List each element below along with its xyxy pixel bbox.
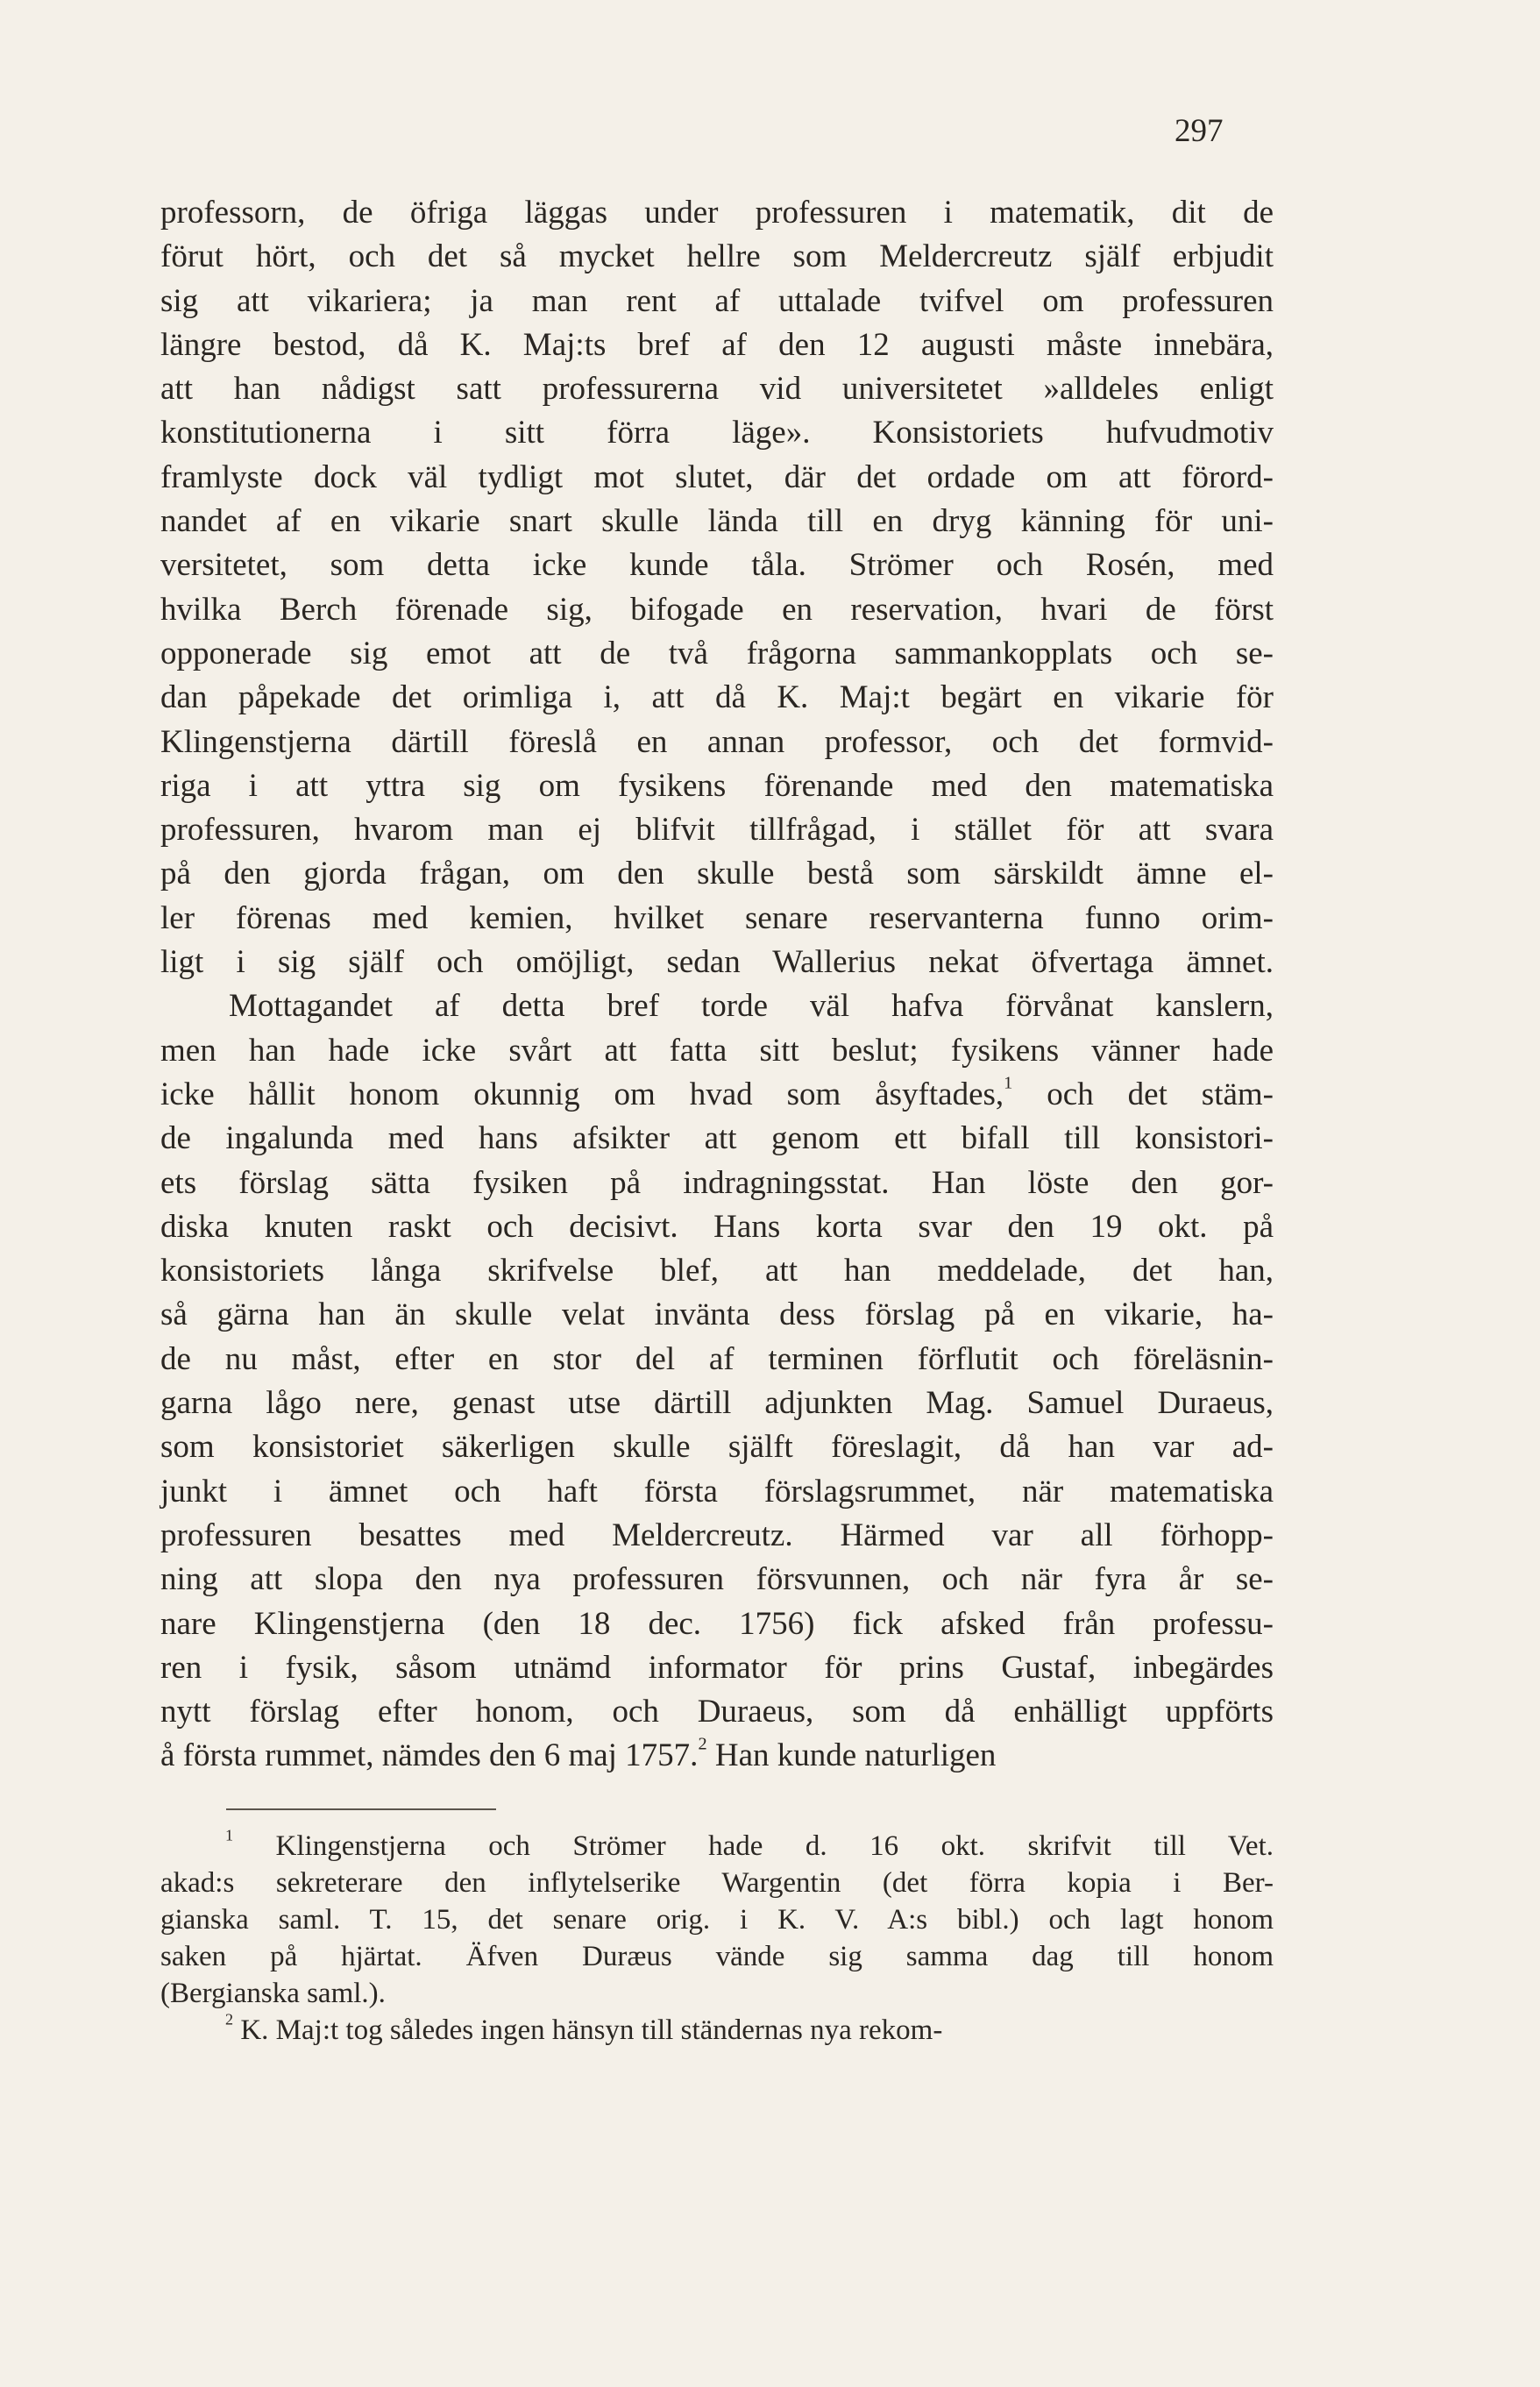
text-line: riga i att yttra sig om fysikens förenande med den matematiska [160, 767, 1274, 804]
footnote-line: saken på hjärtat. Äfven Duræus vände sig samma dag till honom [160, 1941, 1274, 1972]
text-line: diska knuten raskt och decisivt. Hans korta svar den 19 okt. på [160, 1208, 1274, 1245]
footnote-line [160, 2012, 1274, 2049]
footnote-line [160, 1828, 1274, 1865]
text-line: dan påpekade det orimliga i, att då K. Maj:t begärt en vikarie för [160, 679, 1274, 716]
footnote-line: (Bergianska saml.). [160, 1978, 386, 2009]
text-line: som konsistoriet säkerligen skulle själft föreslagit, då han var ad- [160, 1429, 1274, 1466]
footnote-line: akad:s sekreterare den inflytelserike Wargentin (det förra kopia i Ber- [160, 1867, 1274, 1899]
footnote-line: gianska saml. T. 15, det senare orig. i K. V. A:s bibl.) och lagt honom [160, 1904, 1274, 1936]
footnotes [160, 1828, 1274, 2049]
text-line: konsistoriets långa skrifvelse blef, att han meddelade, det han, [160, 1253, 1274, 1289]
text-line: nandet af en vikarie snart skulle lända till en dryg känning för uni- [160, 503, 1274, 540]
text-line: Klingenstjerna därtill föreslå en annan professor, och det formvid- [160, 723, 1274, 760]
text-line [160, 1734, 1274, 1778]
footnote-separator [226, 1808, 496, 1810]
text-line: versitetet, som detta icke kunde tåla. Strömer och Rosén, med [160, 547, 1274, 584]
footnote-ref: 2 [698, 1735, 707, 1755]
text-line: på den gjorda frågan, om den skulle bestå som särskildt ämne el- [160, 856, 1274, 892]
text-line: nytt förslag efter honom, och Duraeus, som då enhälligt uppförts [160, 1694, 1274, 1730]
footnote-mark: 2 [225, 2010, 234, 2028]
text-line: professorn, de öfriga läggas under professuren i matematik, dit de [160, 195, 1274, 231]
text-segment: K. Maj:t tog således ingen hänsyn till ständernas nya rekom- [240, 2014, 943, 2046]
text-segment: Klingenstjerna och Strömer hade d. 16 okt. skrifvit till Vet. [275, 1830, 1274, 1862]
text-line: ligt i sig själf och omöjligt, sedan Wallerius nekat öfvertaga ämnet. [160, 944, 1274, 981]
text-line: nare Klingenstjerna (den 18 dec. 1756) fick afsked från professu- [160, 1605, 1274, 1642]
text-line: ets förslag sätta fysiken på indragningsstat. Han löste den gor- [160, 1164, 1274, 1201]
text-line: de ingalunda med hans afsikter att genom ett bifall till konsistori- [160, 1120, 1274, 1157]
text-line: men han hade icke svårt att fatta sitt beslut; fysikens vänner hade [160, 1032, 1274, 1069]
text-line: ler förenas med kemien, hvilket senare reservanterna funno orim- [160, 899, 1274, 936]
footnote-mark: 1 [225, 1826, 234, 1844]
text-line: sig att vikariera; ja man rent af uttalade tvifvel om professuren [160, 282, 1274, 319]
text-line: garna lågo nere, genast utse därtill adjunkten Mag. Samuel Duraeus, [160, 1385, 1274, 1422]
page-number: 297 [1175, 113, 1224, 149]
text-line: så gärna han än skulle velat invänta dess förslag på en vikarie, ha- [160, 1297, 1274, 1333]
text-line: junkt i ämnet och haft första förslagsrummet, när matematiska [160, 1473, 1274, 1510]
text-line: framlyste dock väl tydligt mot slutet, där det ordade om att förord- [160, 458, 1274, 495]
text-line: längre bestod, då K. Maj:ts bref af den 12 augusti måste innebära, [160, 326, 1274, 363]
text-line: ren i fysik, såsom utnämd informator för prins Gustaf, inbegärdes [160, 1649, 1274, 1686]
text-line: professuren besattes med Meldercreutz. Härmed var all förhopp- [160, 1517, 1274, 1553]
text-line: konstitutionerna i sitt förra läge». Konsistoriets hufvudmotiv [160, 415, 1274, 451]
text-line: förut hört, och det så mycket hellre som Meldercreutz själf erbjudit [160, 238, 1274, 275]
text-line: opponerade sig emot att de två frågorna sammankopplats och se- [160, 635, 1274, 671]
body-text [160, 191, 1274, 1779]
text-segment: icke hållit honom okunnig om hvad som åsyftades, [160, 1076, 1004, 1112]
text-line: professuren, hvarom man ej blifvit tillfrågad, i stället för att svara [160, 812, 1274, 849]
text-line: de nu måst, efter en stor del af terminen förflutit och föreläsnin- [160, 1340, 1274, 1377]
text-line [160, 1073, 1274, 1117]
text-segment: Han kunde naturligen [714, 1737, 997, 1774]
text-segment: och det stäm- [1047, 1076, 1274, 1112]
text-line: Mottagandet af detta bref torde väl hafva förvånat kanslern, [229, 988, 1274, 1025]
text-line: att han nådigst satt professurerna vid universitetet »alldeles enligt [160, 371, 1274, 408]
text-line: ning att slopa den nya professuren försvunnen, och när fyra år se- [160, 1561, 1274, 1598]
footnote-ref: 1 [1004, 1073, 1013, 1093]
text-segment: å första rummet, nämdes den 6 maj 1757. [160, 1737, 699, 1774]
text-line: hvilka Berch förenade sig, bifogade en reservation, hvari de först [160, 591, 1274, 628]
